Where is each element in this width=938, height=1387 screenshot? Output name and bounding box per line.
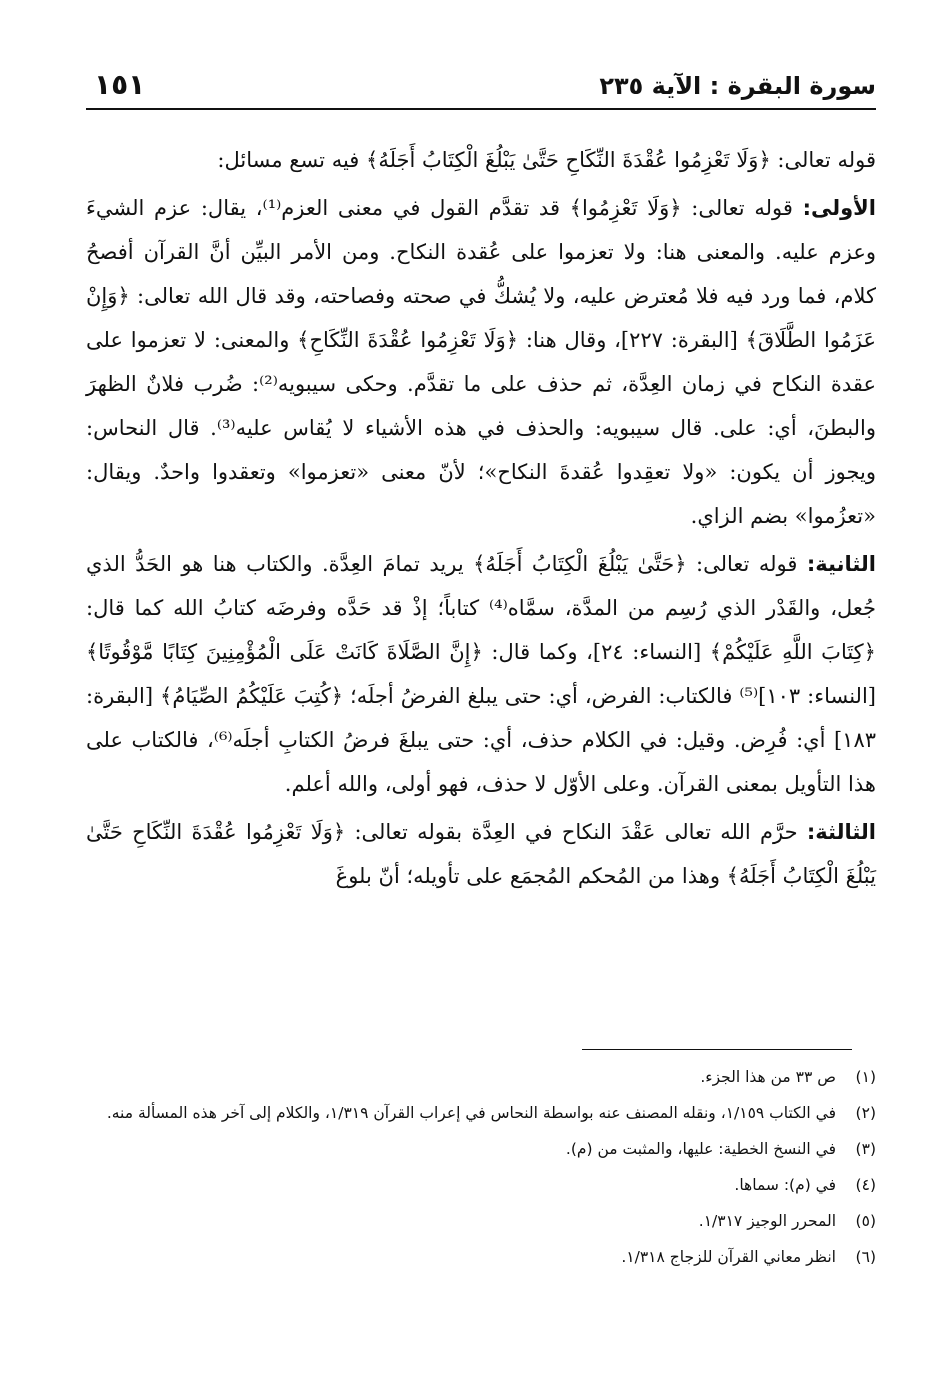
- footnote-number: (٤): [855, 1176, 876, 1194]
- page-number: ١٥١: [94, 68, 146, 101]
- footnote-number: (٣): [855, 1140, 876, 1158]
- header-divider: [86, 108, 876, 110]
- paragraph-issue-2: [86, 542, 876, 806]
- paragraph-heading: الأولى:: [802, 196, 876, 220]
- footnote: [86, 1134, 876, 1164]
- paragraph-heading: الثالثة:: [806, 820, 876, 844]
- footnote: [86, 1170, 876, 1200]
- footnote-number: (٥): [855, 1212, 876, 1230]
- page-header: [86, 62, 876, 108]
- footnote-text: المحرر الوجيز ١/٣١٧.: [698, 1212, 836, 1230]
- footnote: [86, 1098, 876, 1128]
- paragraph-text: قوله تعالى: ﴿وَلَا تَعْزِمُوا﴾ قد تقدَّم القول في معنى العزم⁽¹⁾، يقال: عزم الشيءَ وعزم عليه. والمعنى هنا: ولا تعزموا على عُقدة النكاح. ومن الأمر البيِّن أنَّ القرآن أفصحُ كلام، فما ورد فيه فلا مُعترض عليه، ولا يُشكُّ في صحته وفصاحته، وقد قال الله تعالى: ﴿وَإِنْ عَزَمُوا الطَّلَاقَ﴾ [البقرة: ٢٢٧]، وقال هنا: ﴿وَلَا تَعْزِمُوا عُقْدَةَ النِّكَاحِ﴾ والمعنى: لا تعزموا على عقدة النكاح في زمان العِدَّة، ثم حذف على ما تقدَّم. وحكى سيبويه⁽²⁾: ضُرب فلانٌ الظهرَ والبطنَ، أي: على. قال سيبويه: والحذف في هذه الأشياء لا يُقاس عليه⁽³⁾. قال النحاس: ويجوز أن يكون: «ولا تعقِدوا عُقدةَ النكاح»؛ لأنّ معنى «تعزموا» وتعقدوا واحدٌ. ويقال: «تعزُموا» بضم الزاي.: [86, 196, 877, 528]
- footnote-text: في النسخ الخطية: عليها، والمثبت من (م).: [565, 1140, 836, 1158]
- main-text: [86, 138, 876, 902]
- footnote: [86, 1062, 876, 1092]
- footnote-text: انظر معاني القرآن للزجاج ١/٣١٨.: [621, 1248, 836, 1266]
- footnotes: [86, 1062, 876, 1278]
- footnote-text: ص ٣٣ من هذا الجزء.: [700, 1068, 836, 1086]
- paragraph-issue-3: [86, 810, 876, 898]
- footnote-number: (٢): [855, 1104, 876, 1122]
- paragraph-text: قوله تعالى: ﴿حَتَّىٰ يَبْلُغَ الْكِتَابُ أَجَلَهُ﴾ يريد تمامَ العِدَّة. والكتاب هنا هو الحَدُّ الذي جُعل، والقَدْر الذي رُسِم من المدَّة، سمَّاه⁽⁴⁾ كتاباً؛ إذْ قد حَدَّه وفرضَه كتابُ الله كما قال: ﴿كِتَابَ اللَّهِ عَلَيْكُمْ﴾ [النساء: ٢٤]، وكما قال: ﴿إِنَّ الصَّلَاةَ كَانَتْ عَلَى الْمُؤْمِنِينَ كِتَابًا مَّوْقُوتًا﴾ [النساء: ١٠٣]⁽⁵⁾ فالكتاب: الفرض، أي: حتى يبلغ الفرضُ أجلَه؛ ﴿كُتِبَ عَلَيْكُمُ الصِّيَامُ﴾ [البقرة: ١٨٣] أي: فُرِض. وقيل: في الكلام حذف، أي: حتى يبلغَ فرضُ الكتابِ أجلَه⁽⁶⁾، فالكتاب على هذا التأويل بمعنى القرآن. وعلى الأوّل لا حذف، فهو أولى، والله أعلم.: [86, 552, 877, 796]
- paragraph-text: حرَّم الله تعالى عَقْدَ النكاح في العِدَّة بقوله تعالى: ﴿وَلَا تَعْزِمُوا عُقْدَةَ النِّكَاحِ حَتَّىٰ يَبْلُغَ الْكِتَابُ أَجَلَهُ﴾ وهذا من المُحكم المُجمَع على تأويله؛ أنّ بلوغَ: [86, 820, 876, 888]
- paragraph-heading: الثانية:: [806, 552, 876, 576]
- footnote-divider: [582, 1049, 852, 1050]
- paragraph-issue-1: [86, 186, 876, 538]
- footnote-text: في (م): سماها.: [734, 1176, 836, 1194]
- running-title: سورة البقرة : الآية ٢٣٥: [599, 72, 876, 100]
- footnote: [86, 1206, 876, 1236]
- footnote-number: (٦): [855, 1248, 876, 1266]
- paragraph-intro: [86, 138, 876, 182]
- footnote-number: (١): [855, 1068, 876, 1086]
- paragraph-text: قوله تعالى: ﴿وَلَا تَعْزِمُوا عُقْدَةَ النِّكَاحِ حَتَّىٰ يَبْلُغَ الْكِتَابُ أَجَلَهُ﴾ فيه تسع مسائل:: [217, 148, 876, 172]
- footnote: [86, 1242, 876, 1272]
- footnote-text: في الكتاب ١/١٥٩، ونقله المصنف عنه بواسطة النحاس في إعراب القرآن ١/٣١٩، والكلام إلى آخر هذه المسألة منه.: [106, 1104, 836, 1122]
